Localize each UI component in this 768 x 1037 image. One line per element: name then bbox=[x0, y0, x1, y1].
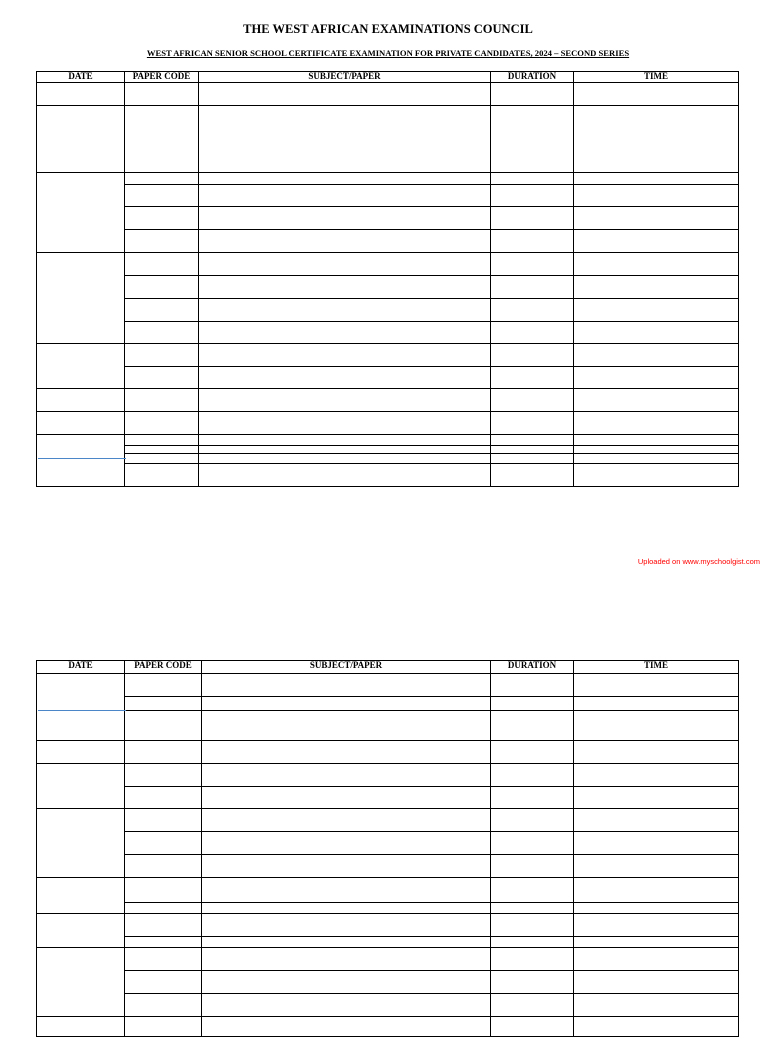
subject-cell bbox=[202, 914, 491, 937]
table-row bbox=[37, 832, 739, 855]
table-row bbox=[37, 446, 739, 454]
duration-cell bbox=[491, 322, 574, 344]
time-cell bbox=[574, 185, 739, 207]
subject-cell bbox=[199, 344, 491, 367]
subject-cell bbox=[199, 299, 491, 322]
timetable-page-1 bbox=[36, 71, 739, 487]
code-cell bbox=[125, 185, 199, 207]
duration-cell bbox=[491, 276, 574, 299]
time-cell bbox=[574, 914, 739, 937]
time-cell bbox=[574, 903, 739, 914]
subject-cell bbox=[199, 253, 491, 276]
duration-cell bbox=[491, 914, 574, 937]
table-row bbox=[37, 697, 739, 711]
time-cell bbox=[574, 230, 739, 253]
subject-cell bbox=[199, 412, 491, 435]
duration-cell bbox=[491, 903, 574, 914]
time-cell bbox=[574, 741, 739, 764]
table-row bbox=[37, 185, 739, 207]
duration-cell bbox=[491, 389, 574, 412]
time-cell bbox=[574, 83, 739, 106]
subject-cell bbox=[202, 764, 491, 787]
code-cell bbox=[125, 106, 199, 173]
subject-cell bbox=[199, 322, 491, 344]
duration-cell bbox=[491, 674, 574, 697]
table-row bbox=[37, 464, 739, 487]
duration-cell bbox=[491, 412, 574, 435]
table-row bbox=[37, 1017, 739, 1037]
date-cell bbox=[37, 741, 125, 764]
date-cell bbox=[37, 1017, 125, 1037]
code-cell bbox=[125, 697, 202, 711]
table-row bbox=[37, 809, 739, 832]
code-cell bbox=[125, 741, 202, 764]
time-cell bbox=[574, 809, 739, 832]
duration-cell bbox=[491, 994, 574, 1017]
date-cell bbox=[37, 674, 125, 741]
table-row bbox=[37, 106, 739, 173]
duration-cell bbox=[491, 454, 574, 464]
table-row bbox=[37, 276, 739, 299]
header-duration: DURATION bbox=[491, 661, 574, 674]
time-cell bbox=[574, 764, 739, 787]
subject-cell bbox=[202, 948, 491, 971]
duration-cell bbox=[491, 878, 574, 903]
duration-cell bbox=[491, 464, 574, 487]
subject-cell bbox=[199, 464, 491, 487]
header-date: DATE bbox=[37, 661, 125, 674]
time-cell bbox=[574, 855, 739, 878]
time-cell bbox=[574, 937, 739, 948]
code-cell bbox=[125, 1017, 202, 1037]
subject-cell bbox=[199, 173, 491, 185]
duration-cell bbox=[491, 185, 574, 207]
subject-cell bbox=[202, 741, 491, 764]
subject-cell bbox=[199, 106, 491, 173]
duration-cell bbox=[491, 344, 574, 367]
table-row bbox=[37, 344, 739, 367]
code-cell bbox=[125, 435, 199, 446]
time-cell bbox=[574, 435, 739, 446]
time-cell bbox=[574, 207, 739, 230]
table-row bbox=[37, 454, 739, 464]
time-cell bbox=[574, 697, 739, 711]
time-cell bbox=[574, 1017, 739, 1037]
time-cell bbox=[574, 106, 739, 173]
date-cell bbox=[37, 344, 125, 389]
table-row bbox=[37, 855, 739, 878]
code-cell bbox=[125, 937, 202, 948]
table-row bbox=[37, 937, 739, 948]
duration-cell bbox=[491, 787, 574, 809]
page-subtitle: WEST AFRICAN SENIOR SCHOOL CERTIFICATE EXAMINATION FOR PRIVATE CANDIDATES, 2024 – SECOND SERIES bbox=[146, 48, 630, 58]
table-header-row bbox=[37, 72, 739, 83]
subject-cell bbox=[199, 454, 491, 464]
subject-cell bbox=[202, 855, 491, 878]
time-cell bbox=[574, 948, 739, 971]
code-cell bbox=[125, 344, 199, 367]
subject-cell bbox=[202, 809, 491, 832]
code-cell bbox=[125, 948, 202, 971]
table-row bbox=[37, 948, 739, 971]
time-cell bbox=[574, 322, 739, 344]
table-row bbox=[37, 230, 739, 253]
header-subject: SUBJECT/PAPER bbox=[199, 72, 491, 83]
date-cell bbox=[37, 106, 125, 173]
code-cell bbox=[125, 230, 199, 253]
subject-cell bbox=[199, 185, 491, 207]
duration-cell bbox=[491, 106, 574, 173]
time-cell bbox=[574, 276, 739, 299]
code-cell bbox=[125, 389, 199, 412]
header-time: TIME bbox=[574, 661, 739, 674]
subject-cell bbox=[199, 389, 491, 412]
table-row bbox=[37, 878, 739, 903]
time-cell bbox=[574, 674, 739, 697]
header-subject: SUBJECT/PAPER bbox=[202, 661, 491, 674]
duration-cell bbox=[491, 832, 574, 855]
date-cell bbox=[37, 173, 125, 253]
code-cell bbox=[125, 711, 202, 741]
date-cell bbox=[37, 435, 125, 487]
duration-cell bbox=[491, 764, 574, 787]
time-cell bbox=[574, 253, 739, 276]
subject-cell bbox=[202, 937, 491, 948]
code-cell bbox=[125, 412, 199, 435]
table-header-row bbox=[37, 661, 739, 674]
date-cell bbox=[37, 83, 125, 106]
table-row bbox=[37, 253, 739, 276]
subject-cell bbox=[202, 1017, 491, 1037]
duration-cell bbox=[491, 253, 574, 276]
header-time: TIME bbox=[574, 72, 739, 83]
code-cell bbox=[125, 903, 202, 914]
header-paper-code: PAPER CODE bbox=[125, 661, 202, 674]
subject-cell bbox=[202, 711, 491, 741]
timetable-page-2 bbox=[36, 660, 739, 1037]
duration-cell bbox=[491, 711, 574, 741]
time-cell bbox=[574, 389, 739, 412]
header-date: DATE bbox=[37, 72, 125, 83]
code-cell bbox=[125, 878, 202, 903]
duration-cell bbox=[491, 855, 574, 878]
date-cell bbox=[37, 764, 125, 809]
subject-cell bbox=[199, 276, 491, 299]
time-cell bbox=[574, 446, 739, 454]
time-cell bbox=[574, 994, 739, 1017]
time-cell bbox=[574, 832, 739, 855]
code-cell bbox=[125, 83, 199, 106]
table-row bbox=[37, 994, 739, 1017]
time-cell bbox=[574, 344, 739, 367]
table-row bbox=[37, 367, 739, 389]
page-title: THE WEST AFRICAN EXAMINATIONS COUNCIL bbox=[243, 22, 533, 36]
time-cell bbox=[574, 878, 739, 903]
time-cell bbox=[574, 454, 739, 464]
table-row bbox=[37, 412, 739, 435]
code-cell bbox=[125, 787, 202, 809]
code-cell bbox=[125, 855, 202, 878]
code-cell bbox=[125, 464, 199, 487]
code-cell bbox=[125, 454, 199, 464]
subject-cell bbox=[202, 994, 491, 1017]
duration-cell bbox=[491, 697, 574, 711]
date-cell bbox=[37, 412, 125, 435]
table-row bbox=[37, 674, 739, 697]
code-cell bbox=[125, 446, 199, 454]
code-cell bbox=[125, 674, 202, 697]
table-row bbox=[37, 173, 739, 185]
header-paper-code: PAPER CODE bbox=[125, 72, 199, 83]
subject-cell bbox=[199, 367, 491, 389]
code-cell bbox=[125, 971, 202, 994]
time-cell bbox=[574, 299, 739, 322]
code-cell bbox=[125, 914, 202, 937]
code-cell bbox=[125, 253, 199, 276]
duration-cell bbox=[491, 435, 574, 446]
time-cell bbox=[574, 971, 739, 994]
table-row bbox=[37, 711, 739, 741]
subject-cell bbox=[202, 903, 491, 914]
duration-cell bbox=[491, 83, 574, 106]
date-cell bbox=[37, 389, 125, 412]
table-row bbox=[37, 299, 739, 322]
subject-cell bbox=[202, 674, 491, 697]
code-cell bbox=[125, 367, 199, 389]
header-duration: DURATION bbox=[491, 72, 574, 83]
table-row bbox=[37, 914, 739, 937]
code-cell bbox=[125, 322, 199, 344]
subject-cell bbox=[202, 787, 491, 809]
time-cell bbox=[574, 787, 739, 809]
time-cell bbox=[574, 173, 739, 185]
subject-cell bbox=[199, 446, 491, 454]
table-row bbox=[37, 322, 739, 344]
duration-cell bbox=[491, 948, 574, 971]
duration-cell bbox=[491, 230, 574, 253]
duration-cell bbox=[491, 971, 574, 994]
table-row bbox=[37, 83, 739, 106]
table-row bbox=[37, 207, 739, 230]
table-row bbox=[37, 389, 739, 412]
subject-cell bbox=[199, 435, 491, 446]
code-cell bbox=[125, 764, 202, 787]
duration-cell bbox=[491, 299, 574, 322]
date-cell bbox=[37, 253, 125, 344]
date-cell bbox=[37, 878, 125, 914]
table-row bbox=[37, 741, 739, 764]
code-cell bbox=[125, 173, 199, 185]
subject-cell bbox=[202, 832, 491, 855]
subject-cell bbox=[199, 207, 491, 230]
duration-cell bbox=[491, 937, 574, 948]
subject-cell bbox=[199, 230, 491, 253]
duration-cell bbox=[491, 1017, 574, 1037]
duration-cell bbox=[491, 173, 574, 185]
code-cell bbox=[125, 207, 199, 230]
duration-cell bbox=[491, 741, 574, 764]
code-cell bbox=[125, 276, 199, 299]
subject-cell bbox=[202, 697, 491, 711]
duration-cell bbox=[491, 367, 574, 389]
table-row bbox=[37, 903, 739, 914]
code-cell bbox=[125, 299, 199, 322]
subject-cell bbox=[202, 878, 491, 903]
duration-cell bbox=[491, 809, 574, 832]
blue-underline-mark bbox=[38, 458, 126, 459]
time-cell bbox=[574, 464, 739, 487]
table-row bbox=[37, 764, 739, 787]
time-cell bbox=[574, 367, 739, 389]
table-row bbox=[37, 971, 739, 994]
subject-cell bbox=[202, 971, 491, 994]
time-cell bbox=[574, 412, 739, 435]
date-cell bbox=[37, 809, 125, 878]
table-row bbox=[37, 435, 739, 446]
blue-underline-mark bbox=[38, 710, 126, 711]
time-cell bbox=[574, 711, 739, 741]
code-cell bbox=[125, 832, 202, 855]
date-cell bbox=[37, 914, 125, 948]
code-cell bbox=[125, 809, 202, 832]
table-row bbox=[37, 787, 739, 809]
date-cell bbox=[37, 948, 125, 1017]
duration-cell bbox=[491, 446, 574, 454]
duration-cell bbox=[491, 207, 574, 230]
code-cell bbox=[125, 994, 202, 1017]
upload-watermark: Uploaded on www.myschoolgist.com bbox=[637, 557, 760, 566]
subject-cell bbox=[199, 83, 491, 106]
